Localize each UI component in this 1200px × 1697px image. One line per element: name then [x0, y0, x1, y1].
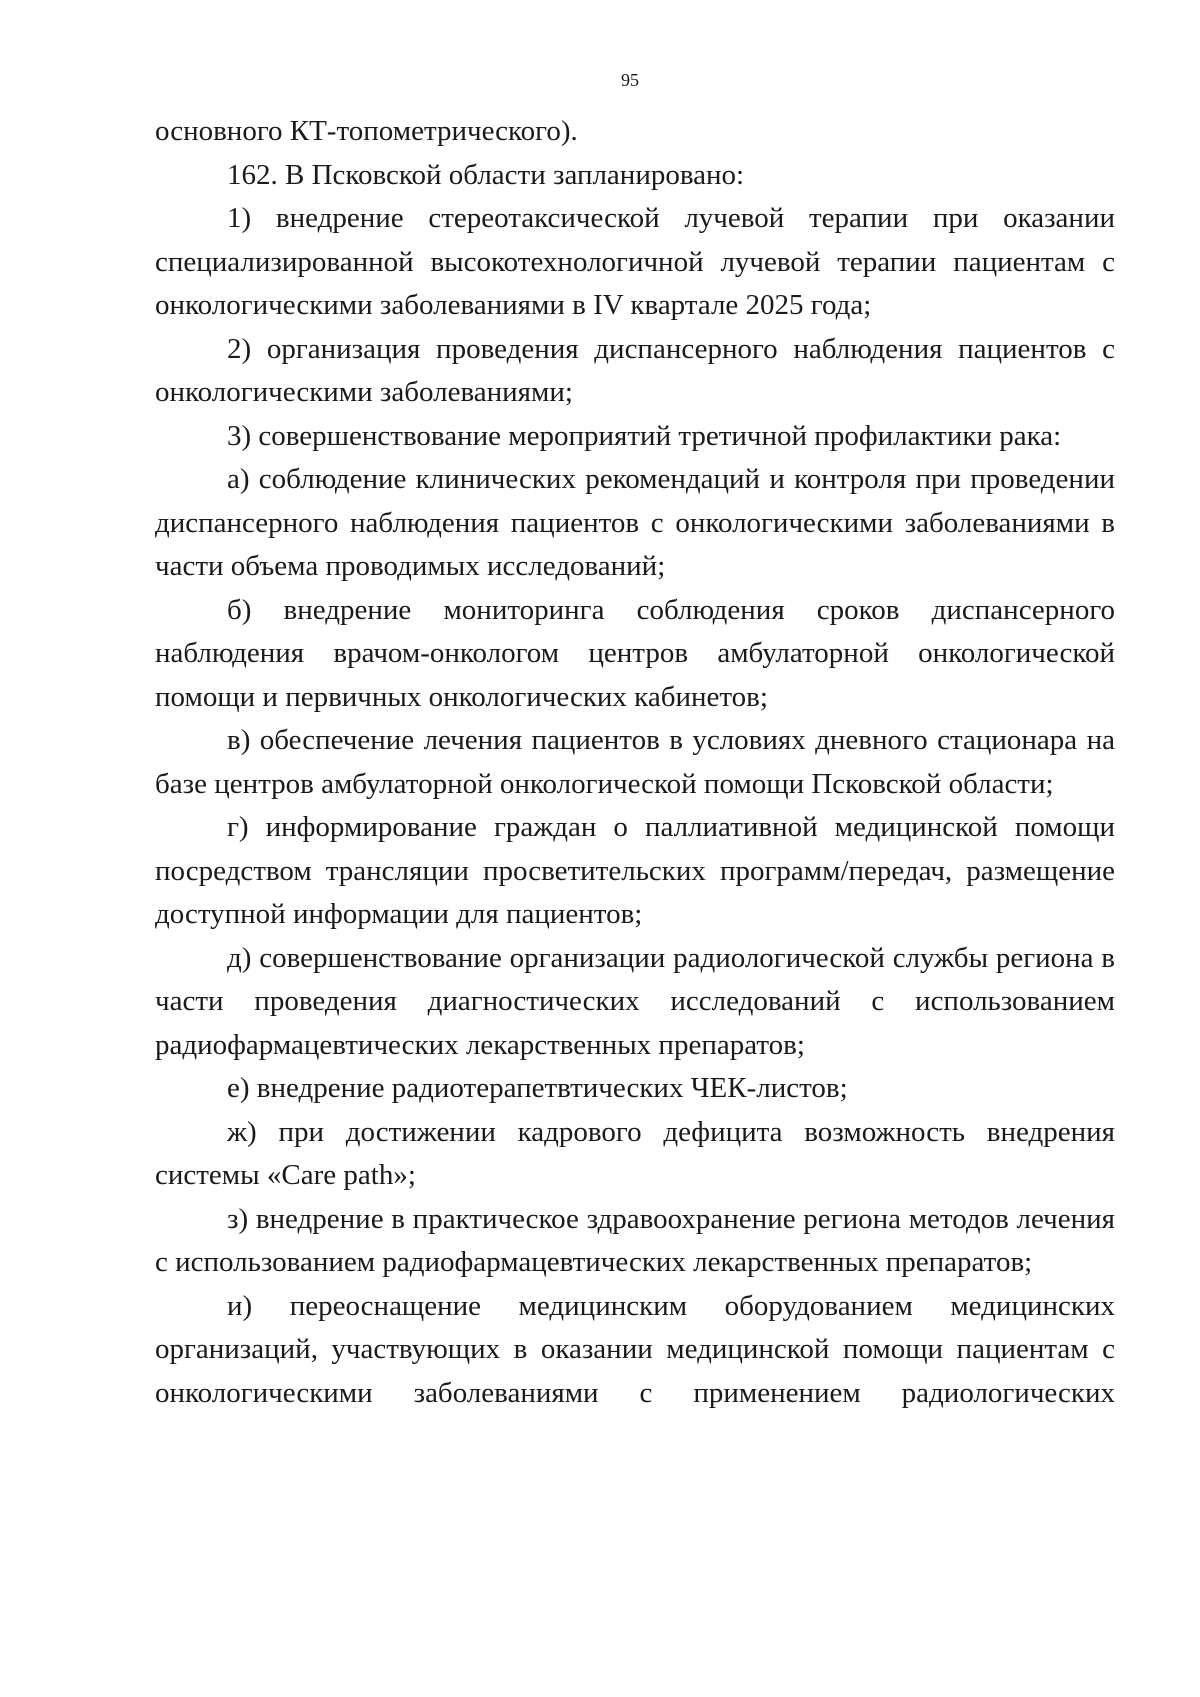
document-body — [155, 110, 1115, 1415]
paragraph-subitem-1: 1) внедрение стереотаксической лучевой терапии при оказании специализированной высокотехнологичной лучевой терапии пациентам с онкологическими заболеваниями в IV квартале 2025 года; — [155, 202, 1115, 321]
paragraph-letter-a: а) соблюдение клинических рекомендаций и контроля при проведении диспансерного наблюдения пациентов с онкологическими заболеваниями в части объема проводимых исследований; — [155, 463, 1115, 582]
paragraph-subitem-3: 3) совершенствование мероприятий третичной профилактики рака: — [227, 419, 1062, 452]
paragraph-letter-e: е) внедрение радиотерапетвтических ЧЕК-листов; — [227, 1072, 848, 1104]
paragraph-letter-zh: ж) при достижении кадрового дефицита возможность внедрения системы «Care path»; — [155, 1115, 1115, 1191]
paragraph-letter-b: б) внедрение мониторинга соблюдения сроков диспансерного наблюдения врачом-онкологом центров амбулаторной онкологической помощи и первичных онкологических кабинетов; — [155, 593, 1115, 713]
paragraph-letter-v: в) обеспечение лечения пациентов в условиях дневного стационара на базе центров амбулаторной онкологической помощи Псковской области; — [155, 724, 1115, 800]
paragraph-subitem-2: 2) организация проведения диспансерного наблюдения пациентов с онкологическими заболеваниями; — [155, 332, 1115, 408]
page-number: 95 — [621, 70, 639, 90]
paragraph-letter-i: и) переоснащение медицинским оборудованием медицинских организаций, участвующих в оказании медицинской помощи пациентам с онкологическими заболеваниями с применением радиологических — [155, 1289, 1115, 1409]
paragraph-letter-z: з) внедрение в практическое здравоохранение региона методов лечения с использованием радиофармацевтических лекарственных препаратов; — [155, 1202, 1115, 1278]
paragraph-letter-d: д) совершенствование организации радиологической службы региона в части проведения диагностических исследований с использованием радиофармацевтических лекарственных препаратов; — [155, 941, 1115, 1061]
paragraph-item-162: 162. В Псковской области запланировано: — [227, 158, 745, 191]
paragraph-continuation: основного КТ-топометрического). — [155, 115, 578, 147]
paragraph-letter-g: г) информирование граждан о паллиативной медицинской помощи посредством трансляции просветительских программ/передач, размещение доступной информации для пациентов; — [155, 811, 1115, 930]
